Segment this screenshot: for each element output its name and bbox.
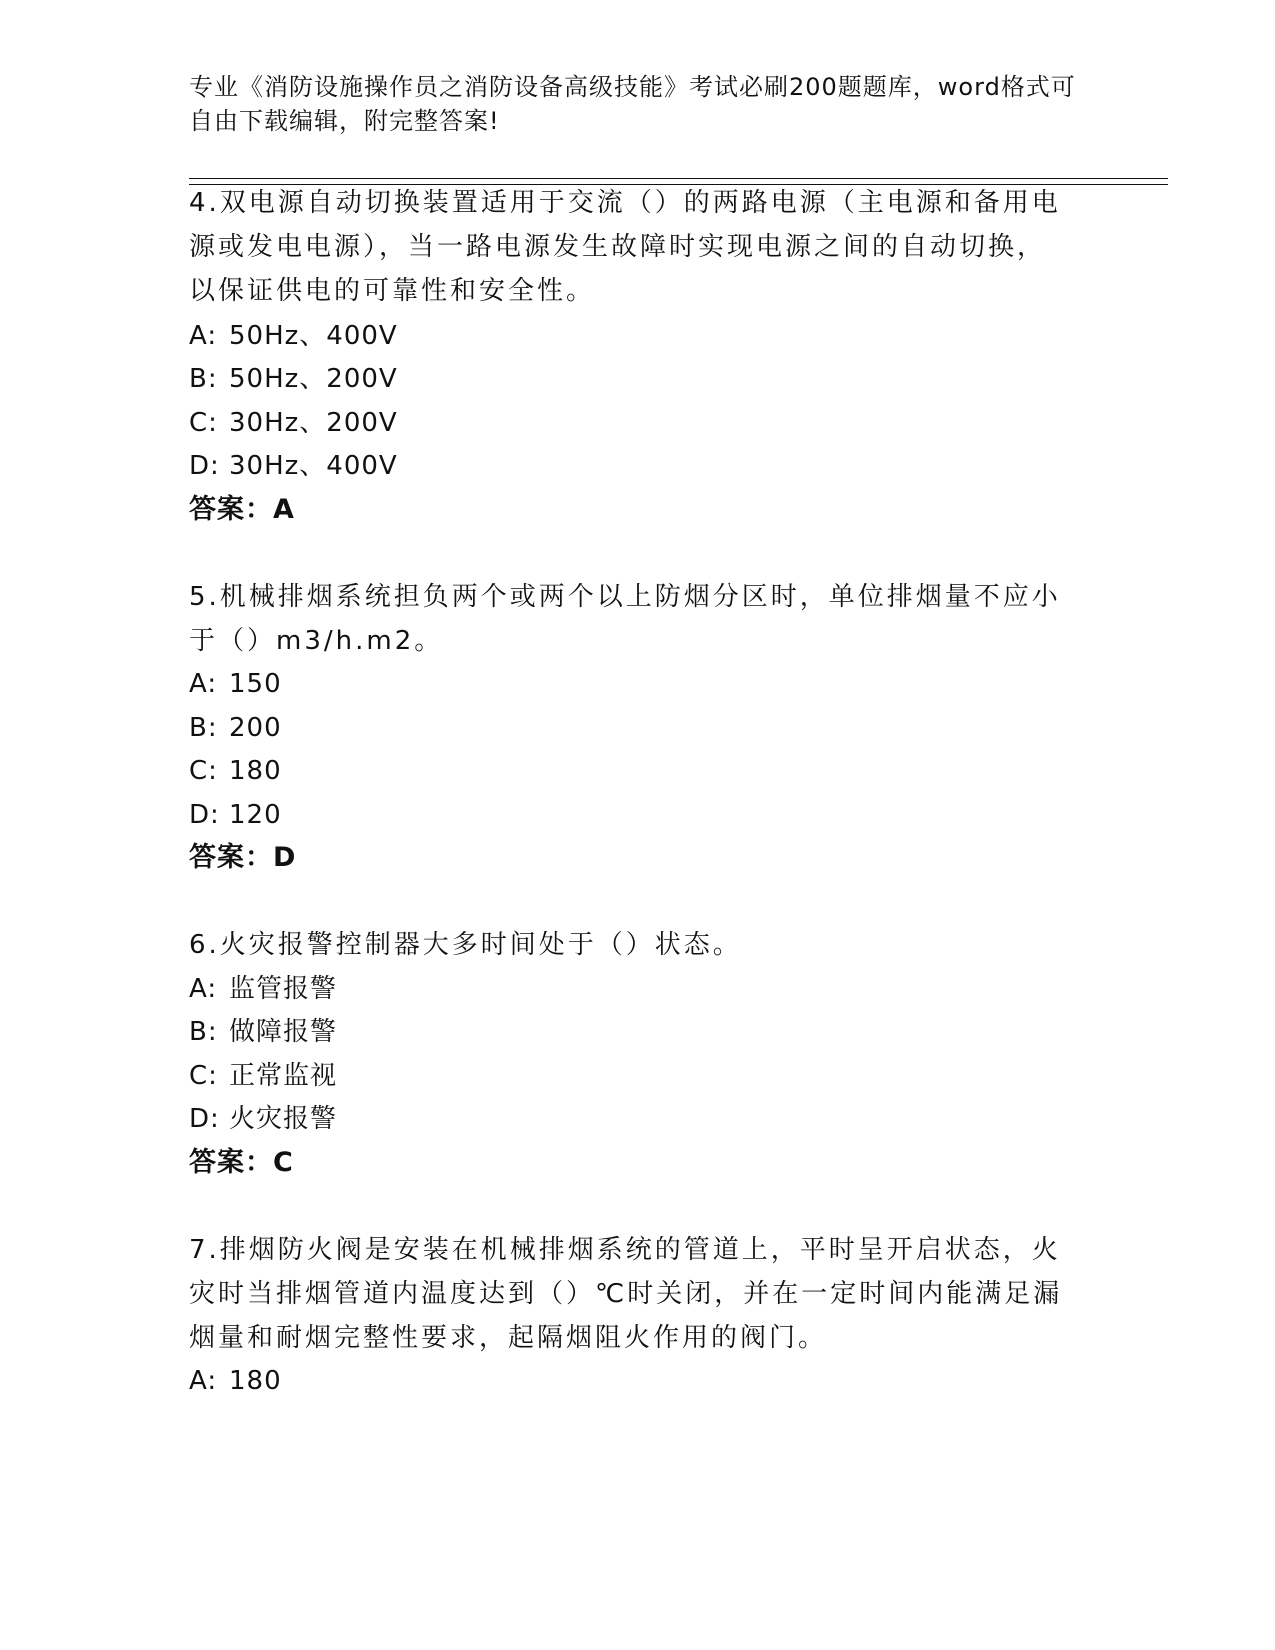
option-letter: C: bbox=[189, 408, 218, 438]
question-6-option-d bbox=[189, 1096, 1089, 1142]
question-6-option-b bbox=[189, 1009, 1089, 1055]
question-5-option-d bbox=[189, 792, 1089, 838]
question-6-option-a bbox=[189, 966, 1089, 1012]
question-4-line-3: 以保证供电的可靠性和安全性。 bbox=[189, 276, 596, 306]
option-letter: D: bbox=[189, 800, 220, 830]
header-divider-top bbox=[189, 178, 1168, 179]
question-7-line-1: 7.排烟防火阀是安装在机械排烟系统的管道上，平时呈开启状态，火 bbox=[189, 1235, 1061, 1265]
option-text: 做障报警 bbox=[229, 1017, 338, 1047]
option-text: 120 bbox=[229, 800, 282, 830]
question-4-line-1: 4.双电源自动切换装置适用于交流（）的两路电源（主电源和备用电 bbox=[189, 188, 1061, 218]
question-6-option-c bbox=[189, 1053, 1089, 1099]
option-text: 180 bbox=[229, 756, 282, 786]
option-text: 50Hz、400V bbox=[229, 321, 398, 351]
question-4-option-a bbox=[189, 313, 1089, 359]
question-5-line-2: 于（）m3/h.m2。 bbox=[189, 626, 444, 656]
option-text: 正常监视 bbox=[229, 1061, 338, 1091]
question-5-option-c bbox=[189, 748, 1089, 794]
option-text: 30Hz、400V bbox=[229, 451, 398, 481]
question-4-line-2: 源或发电电源），当一路电源发生故障时实现电源之间的自动切换， bbox=[189, 232, 1047, 262]
question-5-option-a bbox=[189, 661, 1089, 707]
question-4-option-c bbox=[189, 400, 1089, 446]
header-line-1: 专业《消防设施操作员之消防设备高级技能》考试必刷200题题库，word格式可 bbox=[189, 73, 1076, 101]
question-4-answer: 答案：A bbox=[189, 494, 295, 525]
question-4-option-d bbox=[189, 443, 1089, 489]
question-7-line-2: 灾时当排烟管道内温度达到（）℃时关闭，并在一定时间内能满足漏 bbox=[189, 1279, 1063, 1309]
option-text: 30Hz、200V bbox=[229, 408, 398, 438]
option-text: 180 bbox=[229, 1366, 282, 1396]
document-header bbox=[189, 70, 1089, 138]
question-6-line-1: 6.火灾报警控制器大多时间处于（）状态。 bbox=[189, 930, 742, 960]
option-letter: A: bbox=[189, 974, 218, 1004]
question-7-line-3: 烟量和耐烟完整性要求，起隔烟阻火作用的阀门。 bbox=[189, 1323, 828, 1353]
option-letter: A: bbox=[189, 321, 218, 351]
option-letter: D: bbox=[189, 1104, 220, 1134]
option-text: 监管报警 bbox=[229, 974, 338, 1004]
question-6-answer: 答案：C bbox=[189, 1147, 294, 1178]
option-letter: B: bbox=[189, 1017, 218, 1047]
option-text: 火灾报警 bbox=[229, 1104, 338, 1134]
header-line-2: 自由下载编辑，附完整答案! bbox=[189, 107, 500, 135]
option-letter: C: bbox=[189, 756, 218, 786]
question-7-option-a bbox=[189, 1358, 1089, 1404]
question-4-option-b bbox=[189, 356, 1089, 402]
question-5-option-b bbox=[189, 705, 1089, 751]
option-text: 150 bbox=[229, 669, 282, 699]
option-text: 200 bbox=[229, 713, 282, 743]
option-text: 50Hz、200V bbox=[229, 364, 398, 394]
option-letter: D: bbox=[189, 451, 220, 481]
option-letter: A: bbox=[189, 1366, 218, 1396]
question-5-answer: 答案：D bbox=[189, 842, 297, 873]
question-5-line-1: 5.机械排烟系统担负两个或两个以上防烟分区时，单位排烟量不应小 bbox=[189, 582, 1061, 612]
option-letter: B: bbox=[189, 713, 218, 743]
option-letter: C: bbox=[189, 1061, 218, 1091]
option-letter: A: bbox=[189, 669, 218, 699]
option-letter: B: bbox=[189, 364, 218, 394]
